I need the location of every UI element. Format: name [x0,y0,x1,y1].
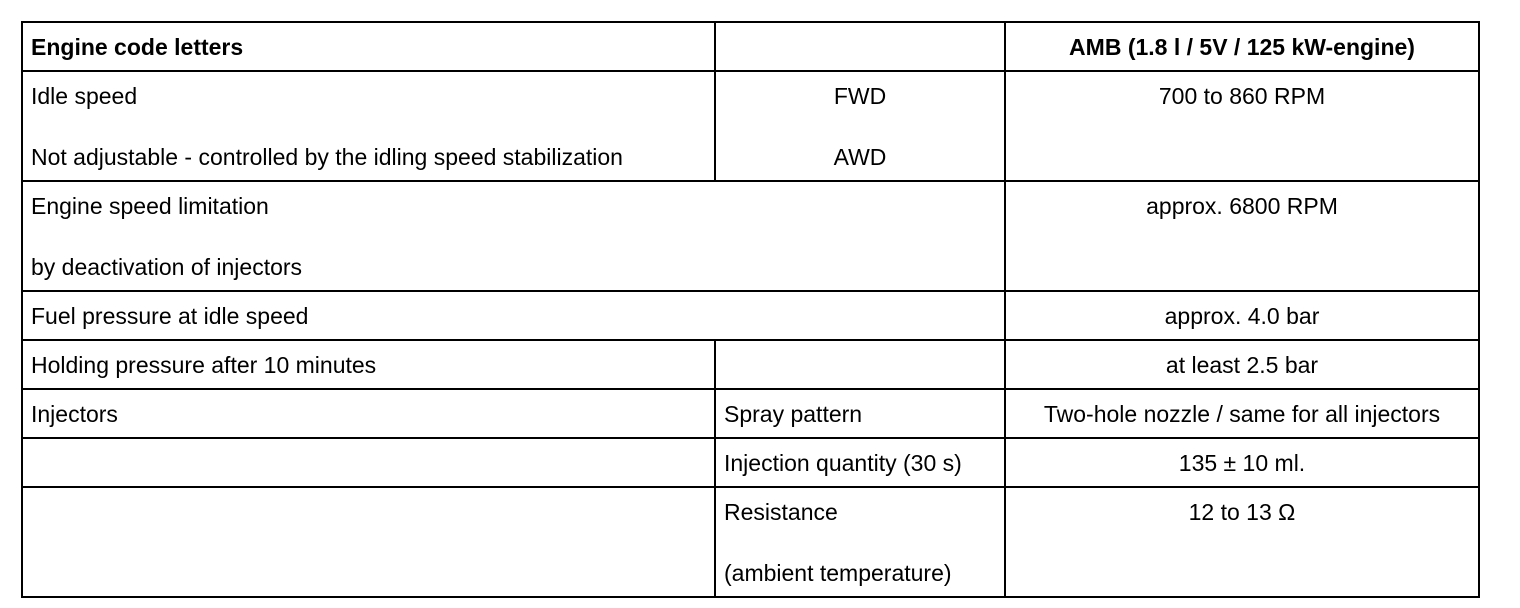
spray-pattern-label: Spray pattern [715,389,1005,438]
engine-spec-table [21,21,1480,598]
resistance-value: 12 to 13 Ω [1005,487,1479,597]
fuel-pressure-row [22,291,1479,340]
header-row [22,22,1479,71]
holding-pressure-label: Holding pressure after 10 minutes [22,340,715,389]
resistance-label: Resistance (ambient temperature) [715,487,1005,597]
injection-quantity-value: 135 ± 10 ml. [1005,438,1479,487]
fuel-pressure-value: approx. 4.0 bar [1005,291,1479,340]
variant-fwd: FWD [833,83,887,109]
spray-pattern-value: Two-hole nozzle / same for all injectors [1005,389,1479,438]
injection-quantity-empty-cell [22,438,715,487]
injection-quantity-row [22,438,1479,487]
engine-code-value: AMB (1.8 l / 5V / 125 kW-engine) [1005,22,1479,71]
engine-code-letters-label: Engine code letters [22,22,715,71]
engine-speed-limitation-label: Engine speed limitation by deactivation of injectors [22,181,1005,291]
variant-awd: AWD [833,144,887,170]
holding-pressure-middle-cell [715,340,1005,389]
injection-quantity-label: Injection quantity (30 s) [715,438,1005,487]
idle-speed-label: Idle speed Not adjustable - controlled by the idling speed stabilization [22,71,715,181]
idle-speed-row [22,71,1479,181]
injectors-row [22,389,1479,438]
resistance-row [22,487,1479,597]
holding-pressure-row [22,340,1479,389]
resistance-empty-cell [22,487,715,597]
holding-pressure-value: at least 2.5 bar [1005,340,1479,389]
injectors-label: Injectors [22,389,715,438]
fuel-pressure-label: Fuel pressure at idle speed [22,291,1005,340]
engine-speed-limitation-value: approx. 6800 RPM [1005,181,1479,291]
engine-speed-limitation-row [22,181,1479,291]
idle-speed-variants [715,71,1005,181]
header-middle-cell [715,22,1005,71]
idle-speed-value: 700 to 860 RPM [1005,71,1479,181]
